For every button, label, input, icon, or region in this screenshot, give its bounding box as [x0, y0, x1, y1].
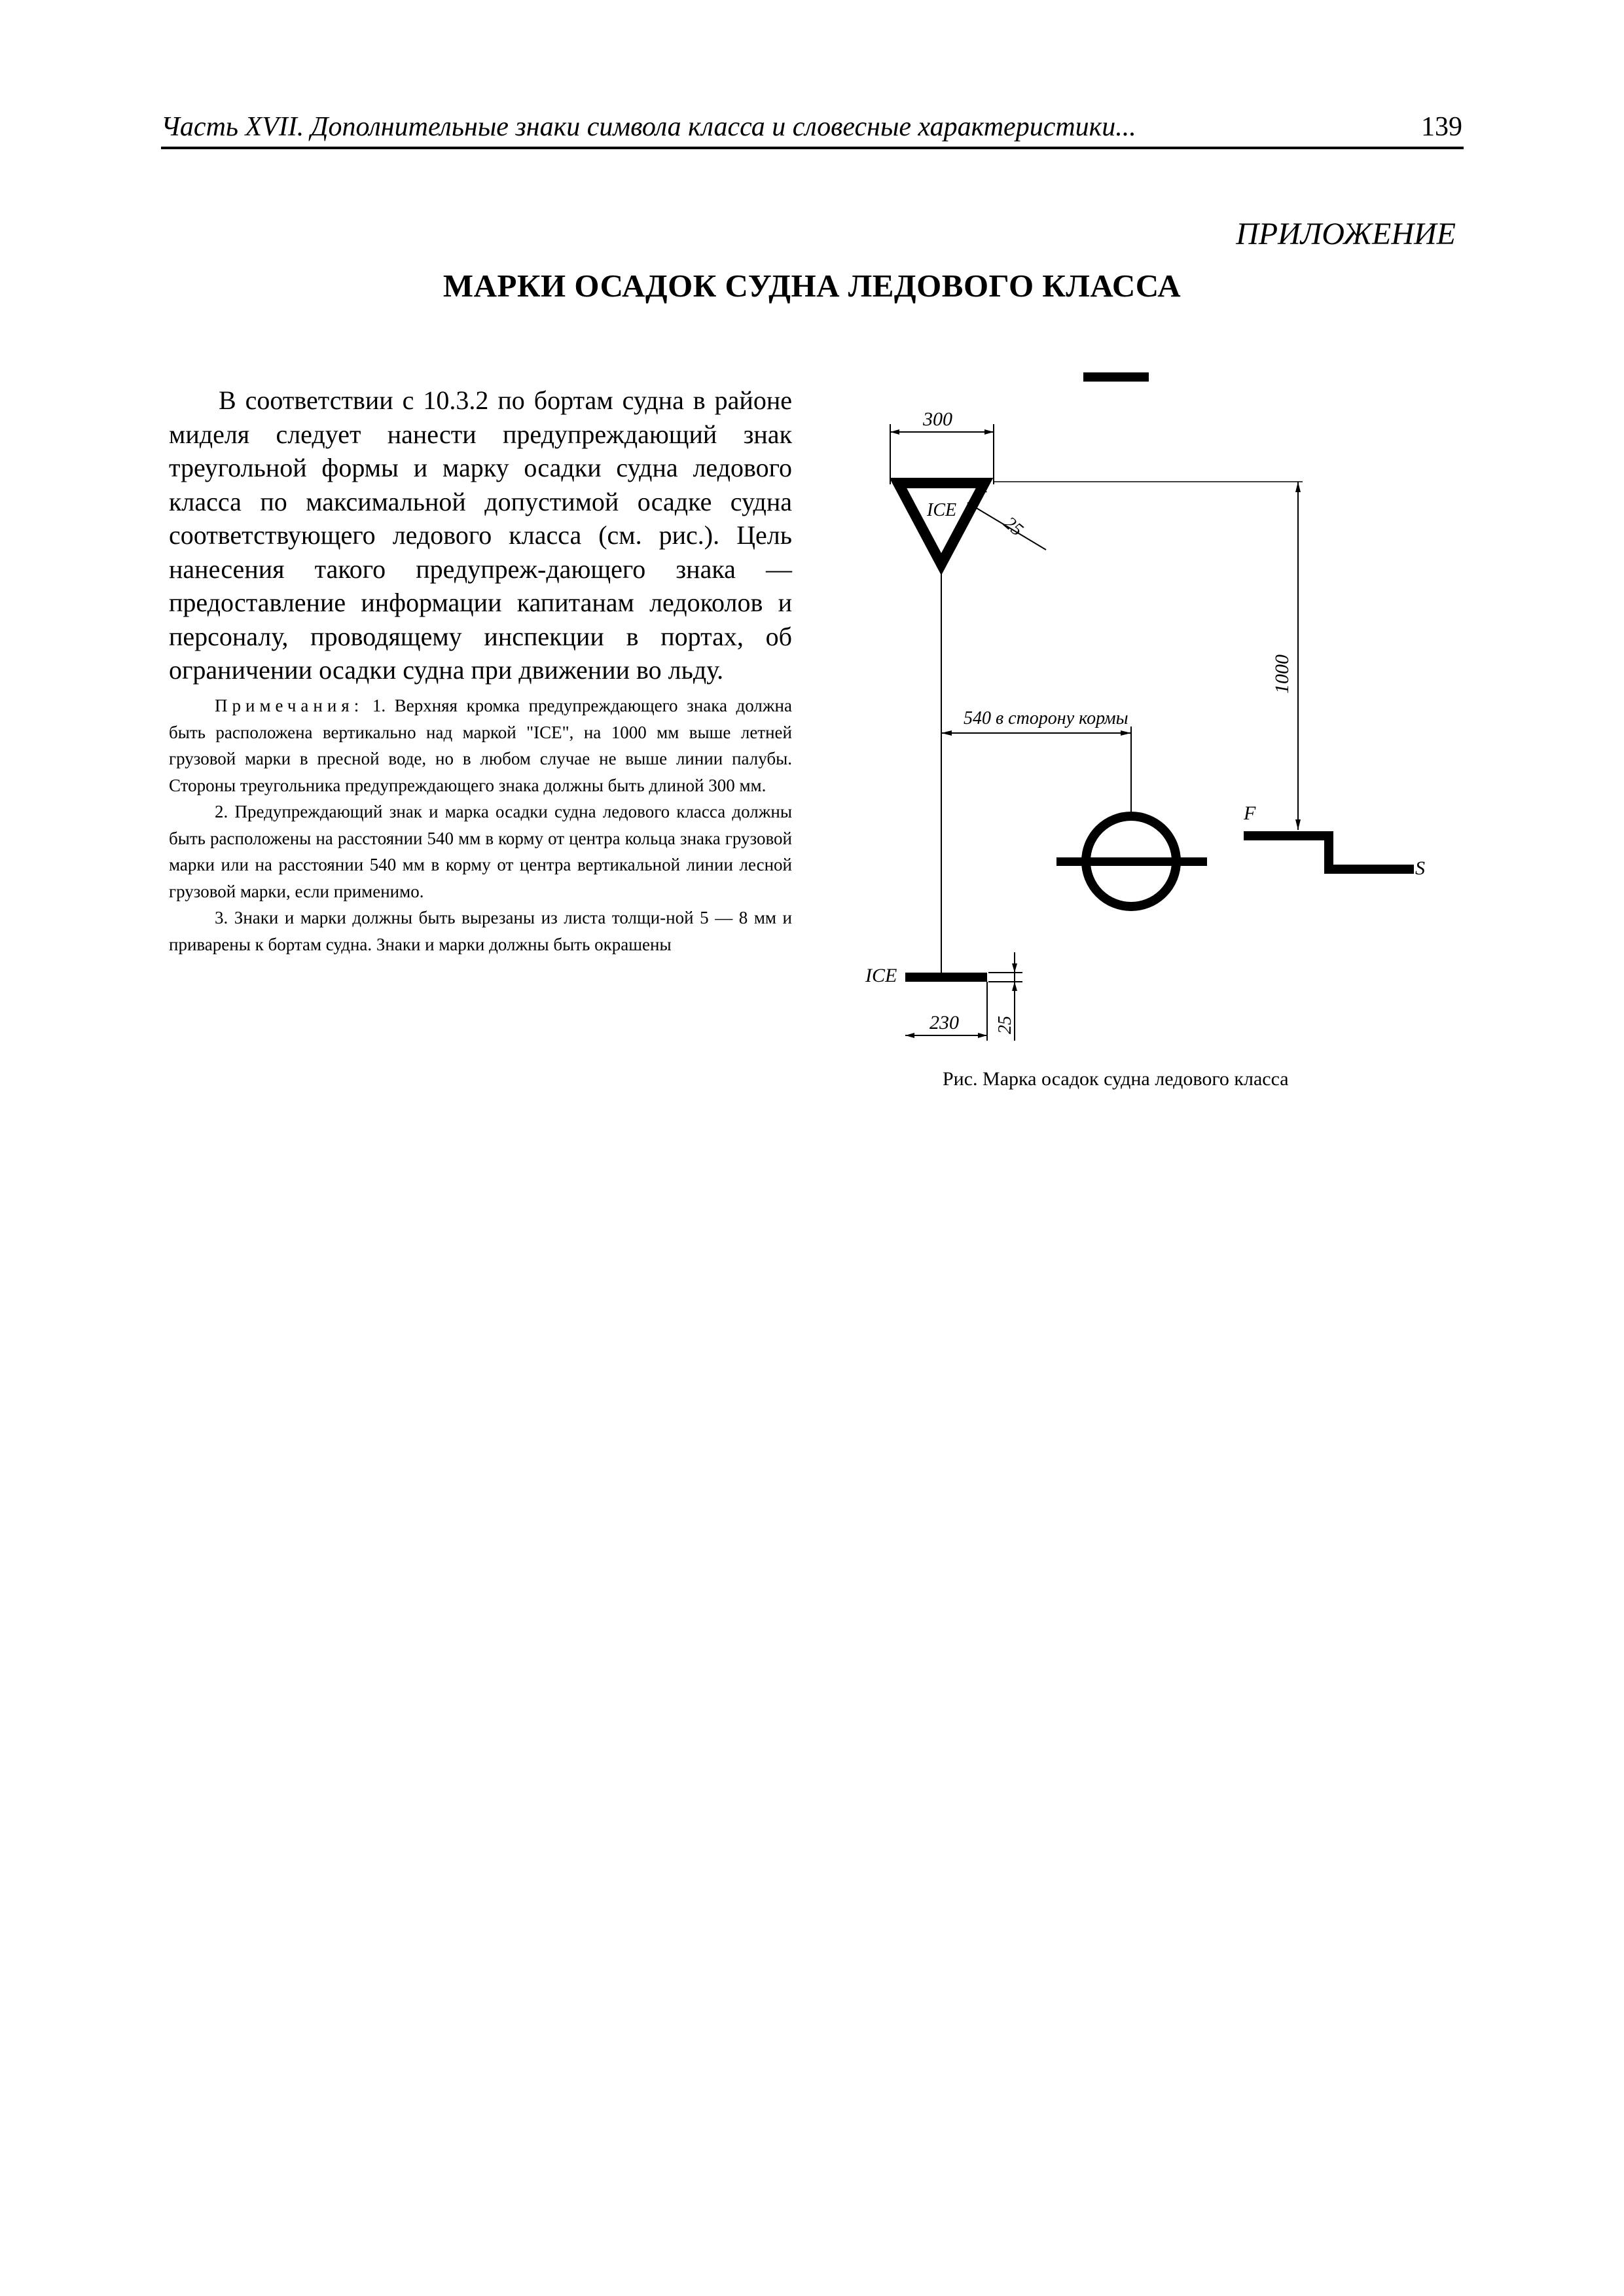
dimension-1000	[1295, 482, 1301, 830]
note-item-3: 3. Знаки и марки должны быть вырезаны из листа толщи-ной 5 — 8 мм и приварены к бортам судна. Знаки и марки должны быть окрашены	[169, 908, 792, 954]
dimension-540	[941, 726, 1131, 812]
label-s: S	[1415, 857, 1425, 879]
notes-section	[169, 692, 792, 958]
notes-label: Примечания:	[215, 696, 364, 715]
running-header	[161, 109, 1464, 149]
running-title: Часть XVII. Дополнительные знаки символа класса и словесные характеристики...	[161, 112, 1136, 142]
dim-triangle-side-label: 300	[923, 408, 952, 430]
dimension-300	[890, 424, 994, 484]
page-title: МАРКИ ОСАДОК СУДНА ЛЕДОВОГО КЛАССА	[442, 268, 1182, 304]
ice-mark-label: ICE	[865, 965, 897, 986]
ice-class-mark-figure	[831, 353, 1486, 1073]
page-number: 139	[1421, 112, 1462, 142]
dim-height-label: 1000	[1271, 655, 1293, 694]
dim-stroke-label: 25	[1000, 512, 1027, 541]
appendix-label: ПРИЛОЖЕНИЕ	[1236, 217, 1456, 251]
load-line-bar	[1056, 857, 1207, 866]
warning-triangle	[898, 483, 984, 564]
body-paragraph: В соответствии с 10.3.2 по бортам судна в районе миделя следует нанести предупреждающий знак треугольной формы и марку осадки судна ледового класса по максимальной допустимой осадке судна соответствующего ледового класса (см. рис.). Цель нанесения такого предупреж-дающего знака — предоставление информации капитанам ледоколов и персоналу, проводящему инспекции в портах, об ограничении осадки судна при движении во льду.	[169, 386, 792, 685]
deck-line-bar	[1083, 372, 1149, 382]
dim-offset-label: 540 в сторону кормы	[964, 708, 1128, 728]
note-item-1	[169, 692, 792, 798]
fs-step-line	[1244, 836, 1414, 869]
label-f: F	[1244, 802, 1256, 824]
figure-caption: Рис. Марка осадок судна ледового класса	[943, 1068, 1289, 1090]
note-item-2: 2. Предупреждающий знак и марка осадки судна ледового класса должны быть расположены на расстоянии 540 мм в корму от центра кольца знака грузовой марки или на расстоянии 540 мм в корму от центра вертикальной линии лесной грузовой марки, если применимо.	[169, 802, 792, 901]
triangle-ice-label: ICE	[927, 500, 957, 520]
note-text-1: 1. Верхняя кромка предупреждающего знака должна быть расположена вертикально над маркой "ICE", на 1000 мм выше летней грузовой марки в пресной воде, но в любом случае не выше линии палубы. Стороны треугольника предупреждающего знака должны быть длиной 300 мм.	[169, 696, 792, 795]
dim-ice-thickness-label: 25	[995, 1016, 1015, 1034]
ice-draft-mark	[905, 973, 987, 982]
dim-ice-length-label: 230	[929, 1012, 959, 1033]
